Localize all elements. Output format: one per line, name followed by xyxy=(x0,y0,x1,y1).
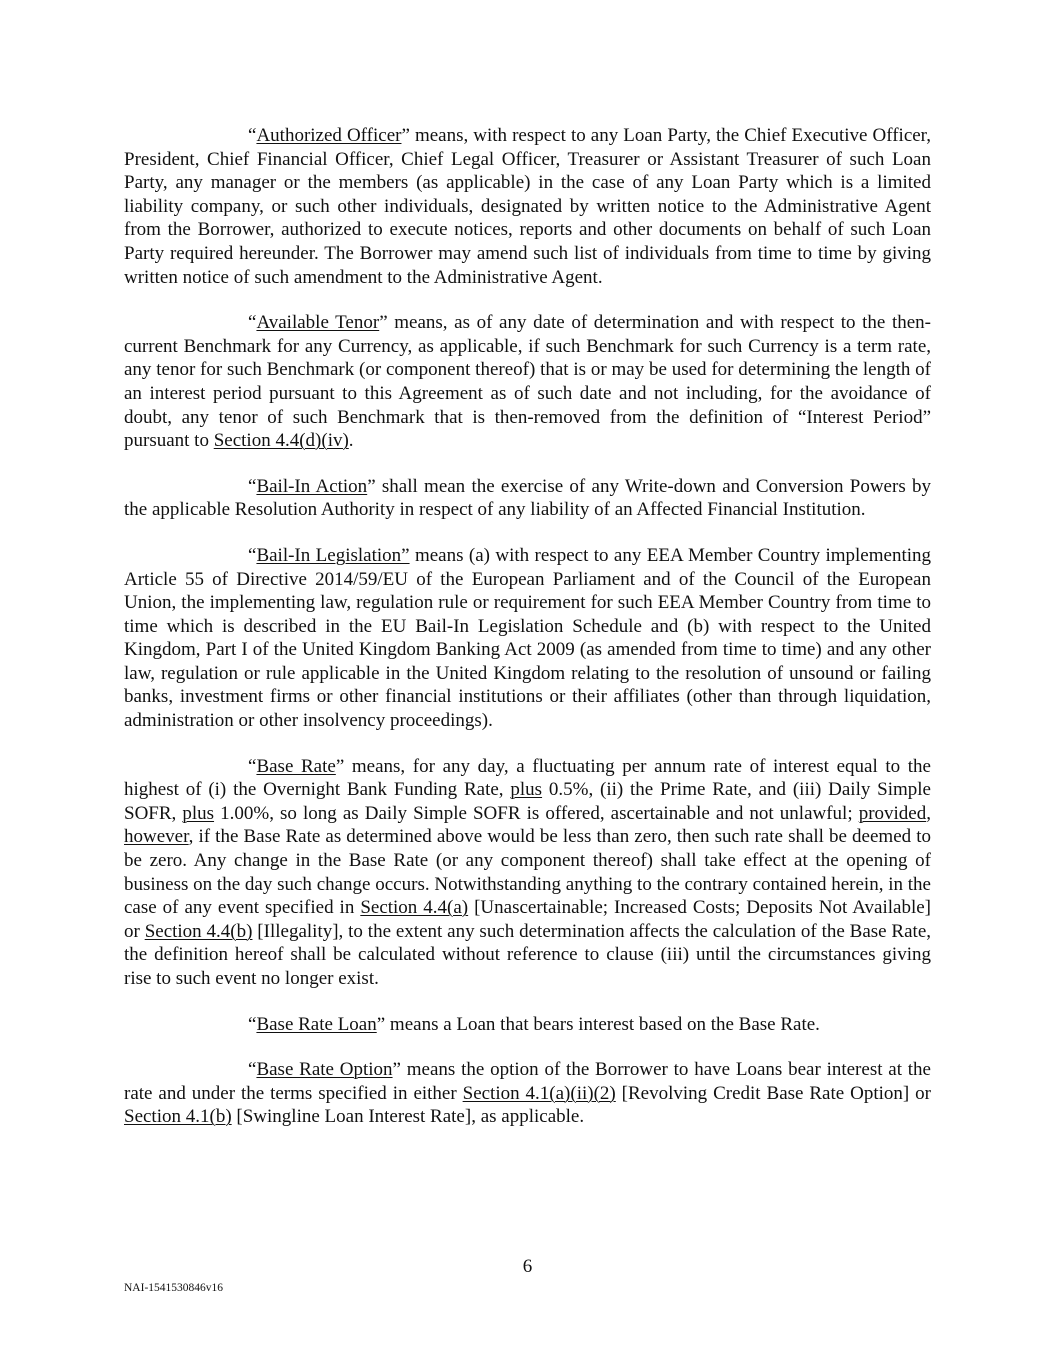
underlined-term: however xyxy=(124,826,189,848)
definition-available-tenor xyxy=(124,311,931,453)
definition-text: ” means a Loan that bears interest based on the Base Rate. xyxy=(376,1013,820,1035)
underlined-term: Bail-In Legislation” xyxy=(256,544,410,566)
underlined-term: Base Rate xyxy=(256,755,336,777)
definition-authorized-officer xyxy=(124,124,931,289)
definition-base-rate xyxy=(124,755,931,991)
definition-text: 1.00%, so long as Daily Simple SOFR is offered, ascertainable and not unlawful; xyxy=(214,802,859,824)
definition-text: [Swingline Loan Interest Rate], as applicable. xyxy=(231,1106,585,1128)
underlined-term: Section 4.1(a)(ii)(2) xyxy=(462,1082,616,1104)
definition-text: [Unascertainable; Increased Costs; Deposits Not Available] or xyxy=(124,897,931,942)
definition-text: ” means, as of any date of determination and with respect to the then-current Benchmark for any Currency, as applicable, if such Benchmark for such Currency is a term rate, any tenor for such Benchmark (or component thereof) that is or may be used for determining the length of an interest period pursuant to this Agreement as of such date and not including, for the avoidance of doubt, any tenor of such Benchmark that is then-removed from the definition of “Interest Period” pursuant to xyxy=(124,312,931,452)
definition-text: “ xyxy=(248,125,257,146)
definition-text: ” means the option of the Borrower to have Loans bear interest at the rate and under the terms specified in either xyxy=(124,1059,931,1104)
definition-text: means (a) with respect to any EEA Member Country implementing Article 55 of Directive 2014/59/EU of the European Parliament and of the Council of the European Union, the implementing law, regulation rule or requirement for such EEA Member Country from time to time which is described in the EU Bail-In Legislation Schedule and (b) with respect to the United Kingdom, Part I of the United Kingdom Banking Act 2009 (as amended from time to time) and any other law, regulation or rule applicable in the United Kingdom relating to the resolution of unsound or failing banks, investment firms or other financial institutions or their affiliates (other than through liquidation, administration or other insolvency proceedings). xyxy=(124,544,931,732)
underlined-term: Available Tenor xyxy=(256,312,380,334)
definition-text: , if the Base Rate as determined above would be less than zero, then such rate shall be deemed to be zero. Any change in the Base Rate (or any component thereof) shall take effect at the opening of business on the day such change occurs. Notwithstanding anything to the contrary contained herein, in the case of any event specified in xyxy=(124,826,931,919)
definition-text: “ xyxy=(248,1013,257,1035)
definition-text: ” means, with respect to any Loan Party, the Chief Executive Officer, President, Chief Financial Officer, Chief Legal Officer, Treasurer or Assistant Treasurer of such Loan Party, any manager or the members (as applicable) in the case of any Loan Party which is a limited liability company, or such other individuals, designated by written notice to the Administrative Agent from the Borrower, authorized to execute notices, reports and other documents on behalf of such Loan Party required hereunder. The Borrower may amend such list of individuals from time to time by giving written notice of such amendment to the Administrative Agent. xyxy=(124,125,931,288)
definition-text: “ xyxy=(248,475,257,497)
document-id: NAI-1541530846v16 xyxy=(124,1282,224,1294)
underlined-term: plus xyxy=(510,779,543,801)
underlined-term: Base Rate Loan xyxy=(256,1013,377,1035)
underlined-term: Section 4.4(a) xyxy=(360,897,469,919)
definition-base-rate-option xyxy=(124,1058,931,1129)
underlined-term: provided xyxy=(858,802,927,824)
definition-bail-in-legislation xyxy=(124,544,931,733)
underlined-term: Bail-In Action xyxy=(256,475,368,497)
definition-text: [Revolving Credit Base Rate Option] or xyxy=(615,1082,931,1104)
definition-text: “ xyxy=(248,312,257,334)
definition-text: ” means, for any day, a fluctuating per annum rate of interest equal to the highest of (i) the Overnight Bank Funding Rate, xyxy=(124,755,931,801)
definition-text: [Illegality], to the extent any such determination affects the calculation of the Base Rate, the definition hereof shall be calculated without reference to clause (iii) until the circumstances giving rise to such event no longer exist. xyxy=(124,920,931,989)
definitions-body xyxy=(124,124,931,1151)
underlined-term: Authorized Officer xyxy=(256,125,402,146)
definition-bail-in-action xyxy=(124,475,931,522)
definition-text: , xyxy=(926,802,931,824)
definition-text: 0.5%, (ii) the Prime Rate, and (iii) Daily Simple SOFR, xyxy=(124,779,931,824)
underlined-term: Section 4.4(b) xyxy=(144,920,253,942)
definition-base-rate-loan xyxy=(124,1013,931,1037)
definition-text: . xyxy=(348,430,354,452)
underlined-term: Section 4.1(b) xyxy=(124,1106,232,1128)
underlined-term: Base Rate Option xyxy=(256,1059,393,1081)
definition-text: ” shall mean the exercise of any Write-down and Conversion Powers by the applicable Resolution Authority in respect of any liability of an Affected Financial Institution. xyxy=(124,475,931,521)
definition-text: “ xyxy=(248,755,257,777)
definition-text: “ xyxy=(248,544,257,566)
definition-text: “ xyxy=(248,1059,257,1081)
page-number: 6 xyxy=(522,1256,533,1277)
underlined-term: plus xyxy=(182,802,215,824)
underlined-term: Section 4.4(d)(iv) xyxy=(213,430,349,452)
